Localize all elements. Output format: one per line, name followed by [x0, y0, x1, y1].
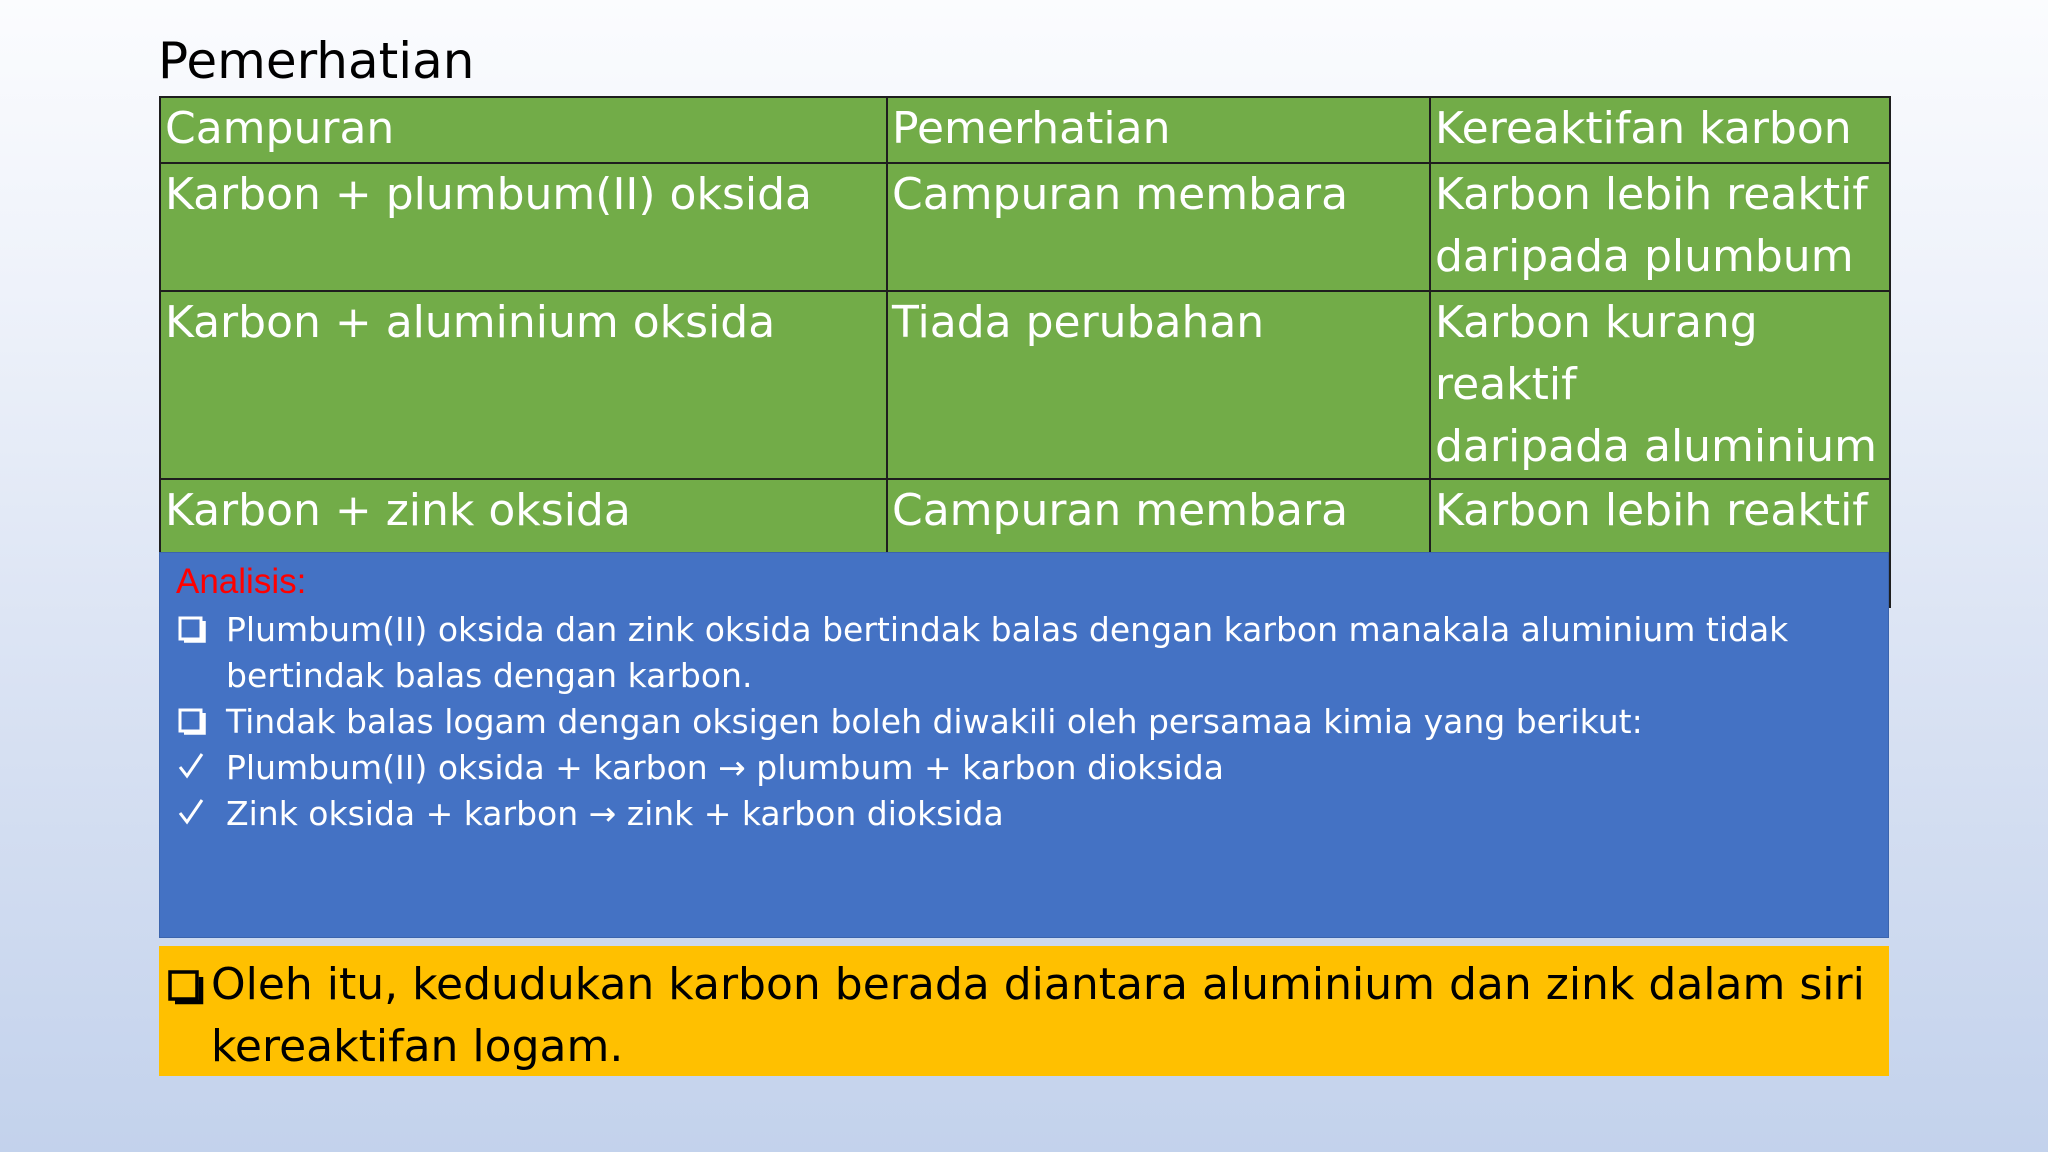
analysis-item-text: Plumbum(II) oksida + karbon → plumbum + karbon dioksida — [226, 748, 1224, 787]
header-cell-campuran: Campuran — [160, 97, 887, 163]
checkbox-square-icon — [167, 958, 207, 1022]
table-cell: Tiada perubahan — [887, 291, 1430, 479]
table-row — [160, 291, 1890, 479]
table-cell: Karbon lebih reaktif daripada plumbum — [1430, 163, 1890, 291]
conclusion-box — [159, 946, 1889, 1076]
analysis-item-text: Zink oksida + karbon → zink + karbon dioksida — [226, 794, 1004, 833]
list-item — [176, 745, 1876, 791]
table-cell: Karbon lebih reaktif — [1430, 479, 1890, 607]
analysis-box — [159, 552, 1889, 938]
checkbox-square-icon — [176, 699, 216, 745]
checkmark-icon — [176, 745, 216, 791]
checkmark-icon — [176, 791, 216, 837]
list-item — [176, 607, 1876, 699]
analysis-item-text: Plumbum(II) oksida dan zink oksida bertindak balas dengan karbon manakala aluminium tidak bertindak balas dengan karbon. — [226, 610, 1789, 695]
checkbox-square-icon — [176, 607, 216, 653]
table-header-row — [160, 97, 1890, 163]
analysis-list — [176, 607, 1876, 837]
conclusion-text: Oleh itu, kedudukan karbon berada diantara aluminium dan zink dalam siri kereaktifan logam. — [211, 959, 1865, 1072]
table-row — [160, 163, 1890, 291]
slide-title: Pemerhatian — [158, 32, 475, 90]
table-cell: Karbon + plumbum(II) oksida — [160, 163, 887, 291]
observation-table — [159, 96, 1891, 608]
analysis-heading: Analisis: — [176, 562, 307, 601]
table-cell: Campuran membara — [887, 479, 1430, 607]
table-cell: Karbon + aluminium oksida — [160, 291, 887, 479]
header-cell-pemerhatian: Pemerhatian — [887, 97, 1430, 163]
analysis-item-text: Tindak balas logam dengan oksigen boleh diwakili oleh persamaa kimia yang berikut: — [226, 702, 1643, 741]
table-cell: Karbon kurang reaktif daripada aluminium — [1430, 291, 1890, 479]
list-item — [176, 791, 1876, 837]
list-item — [176, 699, 1876, 745]
header-cell-kereaktifan: Kereaktifan karbon — [1430, 97, 1890, 163]
table-cell: Karbon + zink oksida — [160, 479, 887, 607]
table-cell: Campuran membara — [887, 163, 1430, 291]
